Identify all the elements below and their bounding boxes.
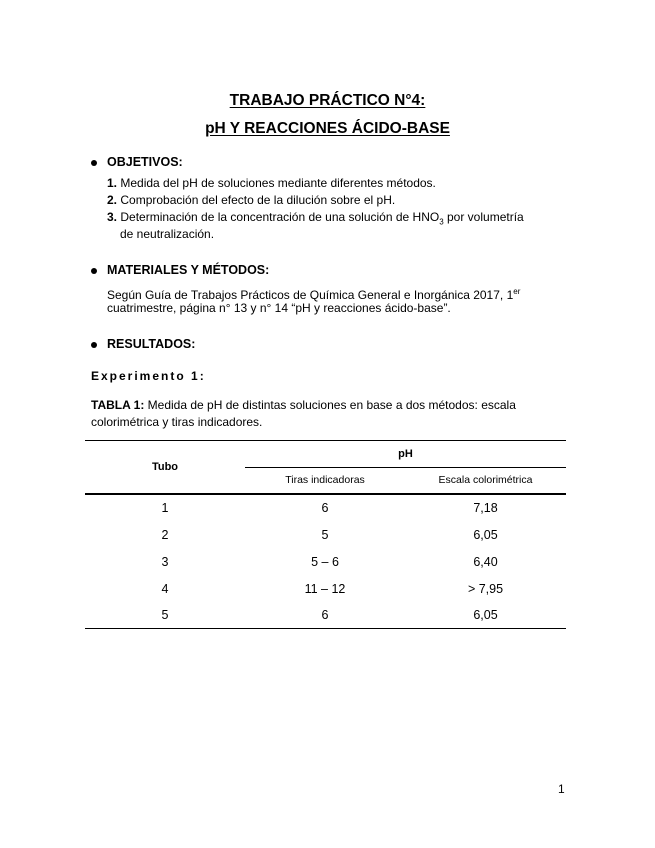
cell-tiras: 6: [321, 608, 329, 622]
page-number: 1: [558, 782, 565, 796]
cell-escala: 6,40: [473, 555, 498, 569]
cell-tiras: 5 – 6: [311, 555, 339, 569]
materiales-line-2: cuatrimestre, página n° 13 y n° 14 “pH y reacciones ácido-base”.: [107, 301, 451, 315]
cell-tubo: 1: [161, 501, 169, 515]
cell-tiras: 6: [321, 501, 329, 515]
table-caption-label: TABLA 1:: [91, 398, 145, 412]
objetivo-item-1: [107, 175, 436, 192]
experimento-heading: Experimento 1:: [91, 369, 206, 383]
resultados-heading: RESULTADOS:: [107, 337, 196, 351]
table-caption-text: Medida de pH de distintas soluciones en base a dos métodos: escala: [144, 398, 516, 412]
cell-tubo: 2: [161, 528, 169, 542]
bullet-icon: [91, 160, 97, 166]
table-mid-rule: [245, 467, 566, 468]
objetivo-num: 1.: [107, 176, 118, 190]
column-header-tiras: Tiras indicadoras: [285, 474, 365, 486]
cell-escala: 6,05: [473, 528, 498, 542]
objetivo-num: 3.: [107, 210, 118, 224]
table-caption: [91, 397, 516, 414]
table-bottom-rule: [85, 628, 566, 629]
cell-escala: 7,18: [473, 501, 498, 515]
objetivo-subscript: 3: [439, 217, 444, 227]
objetivo-num: 2.: [107, 193, 118, 207]
page-title: TRABAJO PRÁCTICO N°4:: [229, 92, 426, 109]
table-caption-line-2: colorimétrica y tiras indicadores.: [91, 415, 263, 429]
cell-tubo: 3: [161, 555, 169, 569]
materiales-heading: MATERIALES Y MÉTODOS:: [107, 263, 270, 277]
column-header-tubo: Tubo: [151, 461, 179, 473]
materiales-superscript: er: [513, 287, 521, 296]
objetivo-text: Determinación de la concentración de una solución de HNO: [120, 210, 440, 224]
objetivo-text: por volumetría: [443, 210, 524, 224]
cell-escala: 6,05: [473, 608, 498, 622]
column-header-escala: Escala colorimétrica: [438, 474, 533, 486]
objetivo-text: Medida del pH de soluciones mediante diferentes métodos.: [120, 176, 436, 190]
page-subtitle: pH Y REACCIONES ÁCIDO-BASE: [205, 120, 450, 137]
bullet-icon: [91, 268, 97, 274]
cell-tubo: 4: [161, 582, 169, 596]
cell-tiras: 11 – 12: [304, 582, 346, 596]
bullet-icon: [91, 342, 97, 348]
objetivos-heading: OBJETIVOS:: [107, 155, 183, 169]
table-top-rule: [85, 440, 566, 441]
column-header-ph: pH: [398, 448, 413, 460]
objetivo-item-3-cont: de neutralización.: [120, 227, 215, 241]
cell-escala: > 7,95: [467, 582, 504, 596]
objetivo-text: Comprobación del efecto de la dilución sobre el pH.: [120, 193, 396, 207]
cell-tiras: 5: [321, 528, 329, 542]
cell-tubo: 5: [161, 608, 169, 622]
objetivo-item-2: [107, 192, 395, 209]
table-header-rule: [85, 493, 566, 495]
materiales-text: Según Guía de Trabajos Prácticos de Química General e Inorgánica 2017, 1: [107, 288, 514, 302]
